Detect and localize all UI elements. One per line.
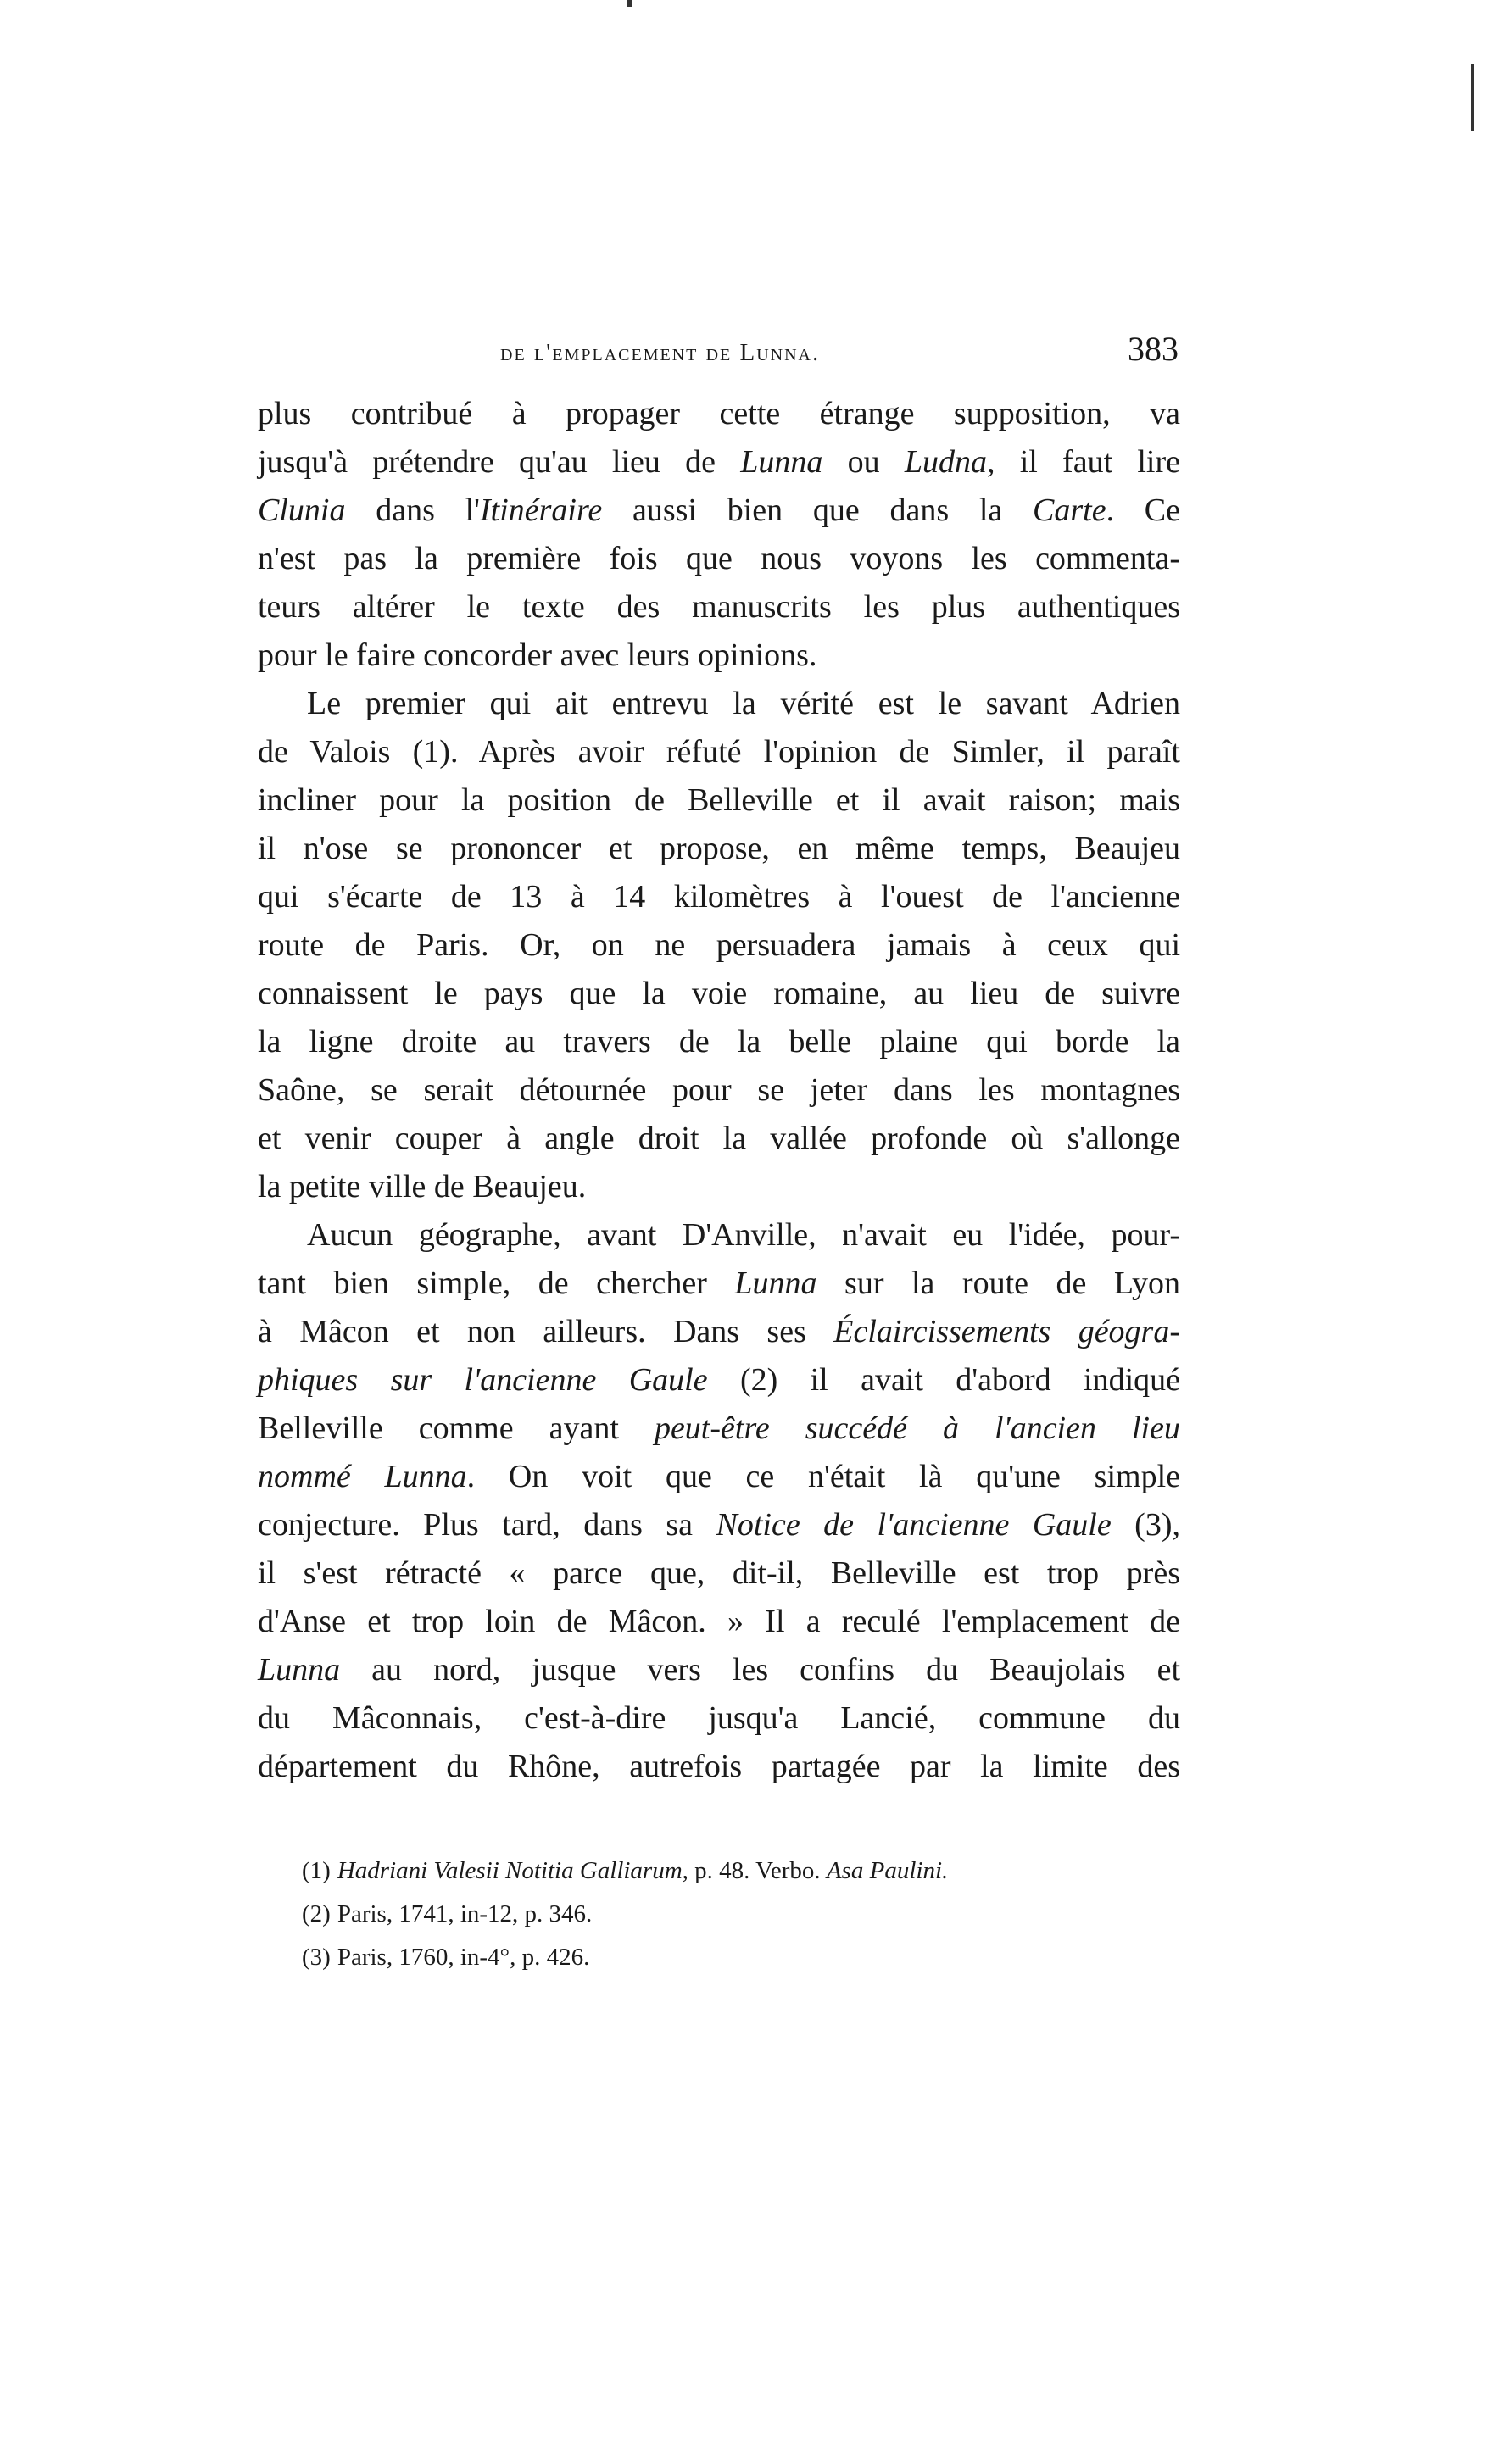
italic-text: Lunna — [734, 1265, 817, 1301]
text-run: conjecture. Plus tard, dans sa — [258, 1507, 716, 1543]
running-title: de l'emplacement de Lunna. — [500, 339, 821, 366]
line-content — [258, 1115, 1180, 1163]
text-line — [258, 1260, 1180, 1308]
line-content — [258, 438, 1180, 487]
line-content — [258, 1018, 1180, 1066]
footnote — [302, 1893, 948, 1936]
text-run: connaissent le pays que la voie romaine, au lieu de suivre — [258, 976, 1180, 1011]
line-content — [258, 487, 1180, 535]
italic-text: phiques sur l'ancienne Gaule — [258, 1362, 708, 1398]
text-line — [258, 1453, 1180, 1501]
text-line — [258, 1646, 1180, 1694]
text-line — [258, 970, 1180, 1018]
footnote-number: (2) — [302, 1900, 331, 1927]
line-content — [258, 1453, 1180, 1501]
text-run: du Mâconnais, c'est-à-dire jusqu'a Lancié, commune du — [258, 1700, 1180, 1736]
italic-text: Notice de l'ancienne Gaule — [716, 1507, 1112, 1543]
text-run: n'est pas la première fois que nous voyons les commenta- — [258, 541, 1180, 576]
text-run: la petite ville de Beaujeu. — [258, 1169, 587, 1204]
text-run: jusqu'à prétendre qu'au lieu de — [258, 444, 741, 480]
text-run: tant bien simple, de chercher — [258, 1265, 735, 1301]
text-line — [258, 776, 1180, 825]
line-content — [258, 1646, 1180, 1694]
footnote-number: (1) — [302, 1857, 331, 1884]
line-content — [258, 637, 816, 673]
text-line — [258, 1308, 1180, 1356]
text-run: dans l' — [345, 492, 480, 528]
text-line — [258, 1211, 1180, 1260]
text-run: ou — [822, 444, 905, 480]
text-line — [258, 825, 1180, 873]
text-run: Belleville comme ayant — [258, 1410, 655, 1446]
line-content — [258, 1308, 1180, 1356]
text-line — [258, 921, 1180, 970]
line-content — [258, 1694, 1180, 1743]
text-run: Paris, 1741, in-12, p. 346. — [337, 1900, 593, 1927]
text-line — [258, 631, 1180, 680]
text-run: à Mâcon et non ailleurs. Dans ses — [258, 1314, 834, 1349]
text-line — [258, 1549, 1180, 1598]
text-run: Saône, se serait détournée pour se jeter dans les montagnes — [258, 1072, 1180, 1108]
text-run: Paris, 1760, in-4°, p. 426. — [337, 1944, 590, 1971]
line-content — [258, 1356, 1180, 1404]
text-run: département du Rhône, autrefois partagée par la limite des — [258, 1749, 1180, 1784]
line-content — [258, 728, 1180, 776]
line-content — [258, 1743, 1180, 1791]
italic-text: Lunna — [740, 444, 823, 480]
text-run: au nord, jusque vers les confins du Beaujolais et — [340, 1652, 1180, 1688]
footnotes — [302, 1849, 948, 1979]
line-content — [258, 1404, 1180, 1453]
text-line — [258, 1066, 1180, 1115]
line-content — [258, 390, 1180, 438]
scan-speck — [627, 0, 632, 7]
line-content — [258, 873, 1180, 921]
italic-text: Clunia — [258, 492, 346, 528]
text-run: , il faut lire — [986, 444, 1180, 480]
text-line — [258, 438, 1180, 487]
text-run: et venir couper à angle droit la vallée profonde où s'allonge — [258, 1121, 1180, 1156]
body-text — [258, 390, 1180, 1791]
italic-text: Éclaircissements géogra- — [833, 1314, 1180, 1349]
line-content — [258, 970, 1180, 1018]
text-run: aussi bien que dans la — [602, 492, 1033, 528]
line-content — [258, 1598, 1180, 1646]
text-line — [258, 680, 1180, 728]
line-content — [258, 776, 1180, 825]
text-line — [258, 390, 1180, 438]
text-line — [258, 1115, 1180, 1163]
line-content — [307, 680, 1180, 728]
text-line — [258, 728, 1180, 776]
text-run: teurs altérer le texte des manuscrits les plus authentiques — [258, 589, 1180, 625]
line-content — [258, 1260, 1180, 1308]
line-content — [258, 1169, 586, 1204]
line-content — [258, 825, 1180, 873]
text-line — [258, 1018, 1180, 1066]
italic-text: nommé Lunna — [258, 1459, 467, 1494]
text-run: il s'est rétracté « parce que, dit-il, Belleville est trop près — [258, 1555, 1180, 1591]
text-line — [258, 1163, 1180, 1211]
text-run: il n'ose se prononcer et propose, en même temps, Beaujeu — [258, 831, 1180, 866]
italic-text: peut-être succédé à l'ancien lieu — [654, 1410, 1180, 1446]
line-content — [258, 535, 1180, 583]
text-line — [258, 873, 1180, 921]
text-run: incliner pour la position de Belleville et il avait raison; mais — [258, 782, 1180, 818]
text-run: sur la route de Lyon — [816, 1265, 1180, 1301]
text-run: Le premier qui ait entrevu la vérité est le savant Adrien — [307, 686, 1180, 721]
line-content — [258, 921, 1180, 970]
text-run: route de Paris. Or, on ne persuadera jamais à ceux qui — [258, 927, 1180, 963]
text-line — [258, 1356, 1180, 1404]
text-run: la ligne droite au travers de la belle plaine qui borde la — [258, 1024, 1180, 1060]
text-run: Aucun géographe, avant D'Anville, n'avait eu l'idée, pour- — [307, 1217, 1180, 1253]
text-line — [258, 535, 1180, 583]
italic-text: Itinéraire — [480, 492, 603, 528]
scan-speck — [1471, 64, 1474, 131]
text-run: . Ce — [1106, 492, 1181, 528]
text-run: d'Anse et trop loin de Mâcon. » Il a reculé l'emplacement de — [258, 1604, 1180, 1639]
page-number: 383 — [1128, 330, 1179, 368]
text-line — [258, 1404, 1180, 1453]
text-line — [258, 1501, 1180, 1549]
text-line — [258, 1694, 1180, 1743]
footnote — [302, 1849, 948, 1893]
text-run: de Valois (1). Après avoir réfuté l'opinion de Simler, il paraît — [258, 734, 1180, 770]
line-content — [258, 583, 1180, 631]
italic-text: Ludna — [904, 444, 987, 480]
text-line — [258, 583, 1180, 631]
text-run: plus contribué à propager cette étrange supposition, va — [258, 396, 1180, 431]
text-line — [258, 1598, 1180, 1646]
italic-text: Asa Paulini. — [826, 1857, 949, 1884]
italic-text: Carte — [1033, 492, 1106, 528]
text-line — [258, 1743, 1180, 1791]
text-run: . On voit que ce n'était là qu'une simple — [466, 1459, 1180, 1494]
footnote-number: (3) — [302, 1944, 331, 1971]
text-run: , p. 48. Verbo. — [682, 1857, 827, 1884]
italic-text: Lunna — [258, 1652, 341, 1688]
italic-text: Hadriani Valesii Notitia Galliarum — [337, 1857, 683, 1884]
line-content — [258, 1066, 1180, 1115]
footnote — [302, 1936, 948, 1979]
text-run: pour le faire concorder avec leurs opinions. — [258, 637, 817, 673]
page-header — [254, 329, 1179, 371]
text-run: (2) il avait d'abord indiqué — [707, 1362, 1180, 1398]
line-content — [258, 1549, 1180, 1598]
text-run: qui s'écarte de 13 à 14 kilomètres à l'ouest de l'ancienne — [258, 879, 1180, 915]
line-content — [307, 1211, 1180, 1260]
line-content — [258, 1501, 1180, 1549]
text-line — [258, 487, 1180, 535]
text-run: (3), — [1111, 1507, 1180, 1543]
